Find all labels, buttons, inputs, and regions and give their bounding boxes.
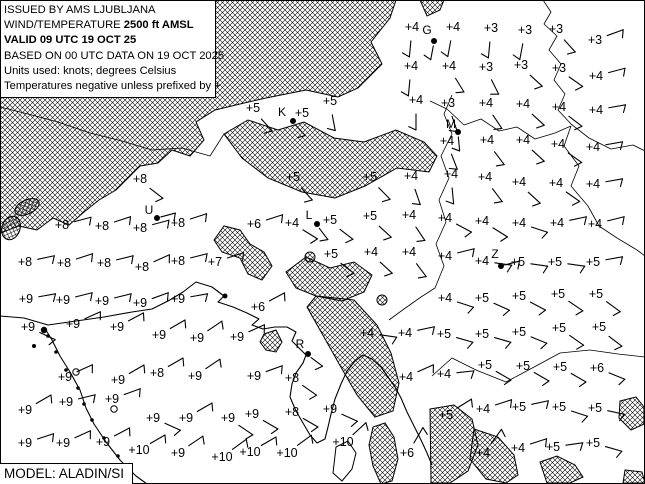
station-temperature: +4 [478, 96, 494, 110]
station-temperature: +4 [403, 59, 419, 73]
wind-station [586, 436, 622, 457]
wind-station [402, 208, 425, 241]
station-temperature: +9 [55, 436, 71, 450]
station-temperature: +9 [94, 294, 110, 308]
station-temperature: +5 [474, 327, 490, 341]
station-temperature: +4 [479, 133, 495, 147]
station-temperature: +6 [589, 361, 605, 375]
wind-station [546, 440, 583, 454]
station-letter: U [144, 203, 154, 217]
station-temperature: +4 [437, 291, 453, 305]
station-dot [290, 118, 296, 124]
station-letter: R [295, 337, 305, 351]
ridge-hatch-region [224, 120, 437, 198]
station-temperature: +3 [548, 22, 564, 36]
station-temperature: +9 [95, 435, 111, 449]
wind-station [548, 255, 585, 273]
station-temperature: +4 [397, 326, 413, 340]
wind-station [512, 175, 540, 206]
station-temperature: +9 [178, 411, 194, 425]
wind-station [513, 23, 532, 60]
station-temperature: +6 [246, 217, 262, 231]
station-temperature: +8 [284, 405, 300, 419]
station-temperature: +9 [170, 292, 186, 306]
coast-town-dot [54, 350, 58, 354]
wind-station [230, 325, 265, 344]
wind-station [590, 361, 625, 385]
station-temperature: +5 [585, 255, 601, 269]
calm-wind-circle [111, 406, 117, 412]
station-temperature: +5 [362, 170, 378, 184]
calm-wind-circle [73, 369, 79, 375]
station-letter: K [277, 105, 287, 119]
wind-station [512, 400, 548, 414]
station-temperature: +4 [510, 441, 526, 455]
wind-station [111, 365, 145, 387]
station-temperature: +4 [475, 402, 491, 416]
station-temperature: +4 [515, 133, 531, 147]
wind-station [364, 245, 392, 276]
station-letter: L [305, 208, 313, 222]
station-temperature: +10 [276, 446, 298, 460]
chart-header-box [0, 0, 225, 98]
station-temperature: +5 [474, 291, 490, 305]
station-temperature: +5 [322, 213, 338, 227]
station-temperature: +4 [403, 169, 419, 183]
wind-station [56, 293, 92, 307]
station-temperature: +7 [207, 255, 223, 269]
wind-station [512, 289, 546, 315]
station-temperature: +5 [550, 287, 566, 301]
station-temperature: +4 [437, 249, 453, 263]
station-temperature: +4 [550, 137, 566, 151]
coast-town-dot [41, 327, 47, 333]
station-temperature: +8 [170, 254, 186, 268]
station-temperature: +5 [587, 401, 603, 415]
wind-station [586, 255, 623, 269]
wind-station [171, 292, 208, 306]
station-temperature: +5 [477, 358, 493, 372]
station-temperature: +10 [332, 435, 354, 449]
station-temperature: +8 [96, 256, 112, 270]
central-hatch-region [286, 257, 372, 301]
small-terrain-dot [305, 252, 315, 262]
station-temperature: +4 [515, 97, 531, 111]
station-temperature: +9 [104, 392, 120, 406]
station-temperature: +4 [408, 93, 424, 107]
station-temperature: +9 [110, 373, 126, 387]
station-temperature: +4 [474, 254, 490, 268]
wind-station [511, 255, 548, 273]
wind-station [438, 249, 474, 263]
station-temperature: +4 [588, 69, 604, 83]
wind-station [442, 59, 464, 93]
station-temperature: +9 [220, 411, 236, 425]
wind-station [66, 312, 101, 331]
station-temperature: +4 [359, 326, 375, 340]
station-temperature: +5 [588, 287, 604, 301]
station-temperature: +4 [587, 217, 603, 231]
wind-station [150, 358, 184, 380]
product-line: WIND/TEMPERATURE 2500 ft AMSL [4, 19, 194, 32]
station-temperature: +3 [483, 21, 499, 35]
station-temperature: +9 [244, 407, 260, 421]
wind-station [478, 358, 511, 385]
wind-station [110, 313, 144, 334]
wind-station [401, 59, 418, 96]
wind-station [398, 326, 434, 340]
coast-town-dot [223, 294, 228, 299]
station-temperature: +9 [246, 369, 262, 383]
wind-station [552, 61, 583, 90]
coast-town-dot [90, 418, 94, 422]
station-temperature: +8 [170, 216, 186, 230]
station-temperature: +8 [17, 255, 33, 269]
velebit-hatch-region [430, 405, 478, 483]
station-letter: G [422, 23, 432, 37]
wind-station [245, 407, 278, 434]
station-temperature: +3 [440, 96, 456, 110]
wind-station [550, 216, 586, 230]
station-temperature: +9 [145, 411, 161, 425]
wind-station [295, 106, 309, 120]
valid-time-line: VALID 09 UTC 19 OCT 25 [4, 34, 137, 47]
wind-station [478, 170, 502, 203]
model-label-box [0, 463, 133, 484]
station-temperature: +5 [285, 170, 301, 184]
station-temperature: +9 [65, 317, 81, 331]
wind-station [438, 211, 472, 237]
station-temperature: +10 [128, 443, 150, 457]
coast-town-dot [82, 402, 86, 406]
wind-station [285, 216, 318, 243]
small-hatch-blob [260, 330, 282, 352]
station-temperature: +9 [170, 446, 186, 460]
wind-station [479, 60, 499, 94]
station-marker-G [422, 23, 437, 60]
wind-station [21, 320, 55, 345]
wind-station [437, 367, 474, 381]
wind-station [285, 371, 317, 399]
station-temperature: +4 [401, 208, 417, 222]
wind-station [97, 256, 133, 270]
wind-station [441, 20, 460, 57]
station-temperature: +8 [134, 260, 150, 274]
station-temperature: +3 [551, 61, 567, 75]
wind-station [475, 214, 508, 241]
wind-station [475, 327, 511, 348]
wind-station [363, 209, 391, 240]
station-letter: M [446, 117, 456, 131]
station-temperature: +9 [18, 292, 34, 306]
station-temperature: +5 [323, 247, 339, 261]
wind-station [128, 435, 165, 457]
station-temperature: +4 [284, 216, 300, 230]
station-temperature: +8 [56, 256, 72, 270]
wind-station [402, 20, 419, 57]
station-temperature: +5 [438, 408, 454, 422]
wind-station [516, 359, 549, 386]
wind-station [512, 216, 548, 238]
station-temperature: +9 [229, 330, 245, 344]
station-temperature: +9 [20, 320, 36, 334]
station-temperature: +5 [585, 436, 601, 450]
wind-station [552, 321, 584, 349]
wind-station [409, 93, 423, 130]
wind-station [480, 133, 504, 166]
station-temperature: +5 [547, 255, 563, 269]
top-hatch-piece [420, 0, 444, 16]
wind-station [95, 294, 131, 308]
station-temperature: +4 [436, 367, 452, 381]
station-temperature: +5 [551, 321, 567, 335]
cres-island-hatch [369, 423, 398, 484]
station-temperature: +4 [404, 20, 420, 34]
island-hatch-strip [540, 456, 583, 483]
coast-town-dot [32, 344, 36, 348]
wind-station [247, 215, 283, 231]
station-temperature: +4 [548, 176, 564, 190]
wind-station [133, 172, 163, 202]
wind-station [475, 291, 510, 315]
station-temperature: +4 [551, 100, 567, 114]
wind-station [146, 411, 181, 435]
wind-station [404, 169, 420, 205]
wind-station [514, 58, 542, 89]
wind-station [440, 134, 457, 169]
station-temperature: +4 [585, 177, 601, 191]
station-dot [154, 215, 160, 221]
station-temperature: +5 [551, 400, 567, 414]
wind-station [476, 400, 512, 416]
wind-station [399, 365, 434, 384]
wind-station [18, 434, 54, 450]
dinaric-band-hatch-region [307, 296, 399, 417]
temperature-note-line: Temperatures negative unless prefixed by + [4, 80, 221, 93]
station-temperature: +9 [322, 402, 338, 416]
wind-station [437, 327, 473, 348]
station-temperature: +5 [511, 289, 527, 303]
station-temperature: +5 [362, 209, 378, 223]
wind-station [19, 292, 56, 306]
wind-station [553, 360, 586, 387]
station-dot [498, 263, 504, 269]
station-temperature: +4 [363, 245, 379, 259]
wind-station [552, 100, 582, 130]
station-temperature: +9 [17, 403, 33, 417]
station-temperature: +5 [552, 360, 568, 374]
wind-station [589, 103, 626, 117]
wind-station [59, 395, 95, 409]
station-temperature: +5 [511, 325, 527, 339]
station-temperature: +4 [437, 211, 453, 225]
wind-station [589, 287, 620, 316]
model-label: MODEL: ALADIN/SI [4, 466, 125, 481]
station-temperature: +5 [294, 106, 310, 120]
station-temperature: +5 [515, 359, 531, 373]
station-temperature: +4 [477, 170, 493, 184]
station-temperature: +4 [475, 446, 491, 460]
wind-station [95, 217, 131, 233]
wind-station [586, 177, 623, 191]
station-letter: Z [491, 247, 499, 261]
station-dot [431, 38, 437, 44]
station-temperature: +8 [132, 221, 148, 235]
station-temperature: +10 [211, 450, 233, 464]
wind-station [247, 366, 282, 383]
coast-town-dot [116, 454, 120, 458]
wind-station [438, 291, 474, 313]
wind-station [551, 287, 583, 315]
wind-station [592, 320, 622, 350]
wind-station [551, 137, 582, 166]
station-temperature: +5 [245, 101, 261, 115]
station-dot [305, 351, 311, 357]
station-temperature: +8 [132, 172, 148, 186]
wind-station [179, 403, 213, 425]
wind-station [481, 21, 498, 58]
wind-station [552, 400, 588, 422]
station-temperature: +8 [149, 366, 165, 380]
wind-station [323, 94, 337, 131]
wind-station [586, 140, 623, 154]
wind-station [171, 436, 204, 460]
station-marker-R [296, 337, 323, 370]
wind-station [171, 214, 207, 230]
station-temperature: +5 [511, 400, 527, 414]
wind-station [512, 325, 547, 349]
wind-station [171, 254, 207, 268]
station-temperature: +5 [436, 327, 452, 341]
wind-station [18, 255, 54, 269]
wind-station [402, 245, 426, 278]
wind-station [479, 96, 502, 129]
wind-station [251, 293, 285, 314]
station-temperature: +5 [322, 94, 338, 108]
station-dot [455, 129, 461, 135]
small-terrain-dot [377, 295, 387, 305]
wind-station [96, 428, 130, 449]
wind-station [588, 30, 623, 47]
station-temperature: +9 [17, 436, 33, 450]
station-temperature: +9 [57, 370, 73, 384]
station-temperature: +4 [549, 216, 565, 230]
wind-station [332, 423, 368, 449]
wind-station [133, 293, 168, 310]
wind-station [549, 22, 575, 54]
station-temperature: +3 [478, 60, 494, 74]
station-temperature: +4 [439, 134, 455, 148]
wind-station [589, 68, 625, 83]
wind-station [276, 435, 312, 460]
corner-hatch-blob [623, 470, 645, 483]
station-temperature: +8 [54, 218, 70, 232]
station-temperature: +5 [591, 320, 607, 334]
station-temperature: +8 [284, 371, 300, 385]
wind-station [285, 405, 318, 432]
station-temperature: +5 [510, 255, 526, 269]
wind-station [588, 217, 624, 231]
units-line: Units used: knots; degrees Celsius [4, 64, 177, 77]
issued-by-line: ISSUED BY AMS LJUBLJANA [4, 4, 156, 16]
station-temperature: +9 [109, 320, 125, 334]
wind-station [188, 359, 221, 383]
station-temperature: +3 [517, 23, 533, 37]
wind-station [56, 431, 91, 450]
station-temperature: +4 [445, 20, 461, 34]
station-temperature: +9 [189, 331, 205, 345]
wind-station [57, 254, 93, 270]
wind-station [190, 321, 223, 345]
station-temperature: +3 [513, 58, 529, 72]
station-temperature: +5 [545, 440, 561, 454]
wind-station [516, 97, 544, 128]
station-temperature: +4 [511, 175, 527, 189]
station-temperature: +4 [511, 216, 527, 230]
coast-town-dot [76, 386, 80, 390]
station-temperature: +3 [587, 33, 603, 47]
station-temperature: +9 [187, 369, 203, 383]
wind-station [105, 389, 140, 406]
wind-station [133, 220, 169, 235]
station-temperature: +8 [94, 219, 110, 233]
wind-station [135, 255, 170, 274]
based-on-line: BASED ON 00 UTC DATA ON 19 OCT 2025 [4, 49, 225, 62]
station-temperature: +4 [443, 167, 459, 181]
station-temperature: +10 [239, 445, 261, 459]
station-temperature: +4 [474, 214, 490, 228]
station-dot [314, 221, 320, 227]
station-temperature: +6 [399, 446, 415, 460]
wind-station [511, 439, 547, 455]
wind-station [152, 320, 186, 342]
wind-station [323, 402, 358, 426]
station-temperature: +9 [151, 328, 167, 342]
wind-station [18, 395, 52, 417]
station-temperature: +4 [585, 140, 601, 154]
station-temperature: +6 [250, 300, 266, 314]
station-temperature: +9 [132, 296, 148, 310]
station-temperature: +9 [55, 293, 71, 307]
station-temperature: +4 [401, 245, 417, 259]
station-temperature: +4 [588, 103, 604, 117]
station-temperature: +4 [398, 370, 414, 384]
station-temperature: +4 [441, 59, 457, 73]
station-temperature: +9 [58, 395, 74, 409]
